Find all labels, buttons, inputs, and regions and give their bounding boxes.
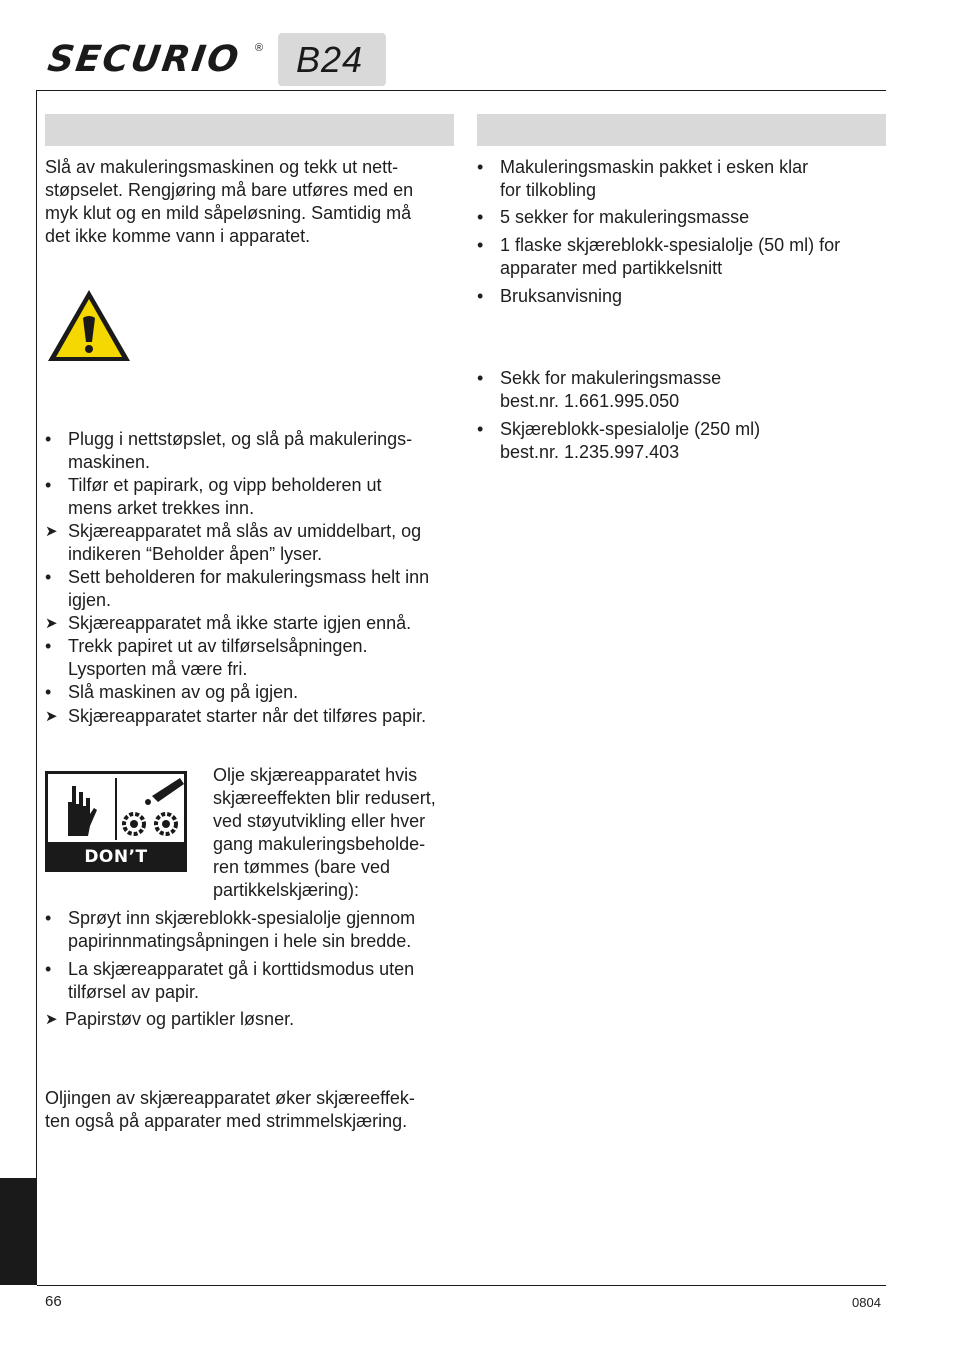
- text-line: skjæreeffekten blir redusert,: [213, 788, 436, 808]
- document-code: 0804: [852, 1295, 881, 1310]
- left-border: [36, 90, 37, 1285]
- footer-rule: [37, 1285, 886, 1286]
- dont-forget-icon: [45, 771, 187, 891]
- text-line: Plugg i nettstøpslet, og slå på makulerings-: [68, 429, 413, 449]
- section-bar-left: [45, 114, 454, 146]
- warning-icon: [46, 288, 132, 364]
- text-line: tilførsel av papir.: [68, 982, 200, 1002]
- bullet-marker: •: [45, 567, 52, 587]
- text-line: Oljingen av skjæreapparatet øker skjæreeffek-: [45, 1088, 415, 1108]
- text-line: mens arket trekkes inn.: [68, 498, 255, 518]
- bullet-marker: •: [477, 157, 484, 177]
- text-line: gang makuleringsbeholde-: [213, 834, 426, 854]
- arrow-marker-icon: ➤: [45, 708, 58, 725]
- model-name: B24: [296, 39, 364, 80]
- text-line: Olje skjæreapparatet hvis: [213, 765, 418, 785]
- text-line: Skjæreapparatet må slås av umiddelbart, og: [68, 521, 422, 541]
- oil-text: [213, 764, 458, 902]
- text-line: Sprøyt inn skjæreblokk-spesialolje gjennom: [68, 908, 416, 928]
- bullet-marker: •: [45, 475, 52, 495]
- text-line: maskinen.: [68, 452, 151, 472]
- text-line: Sekk for makuleringsmasse: [500, 368, 722, 388]
- text-line: myk klut og en mild såpeløsning. Samtidig må: [45, 203, 412, 223]
- bullet-marker: •: [477, 368, 484, 388]
- header-rule: [37, 90, 886, 91]
- text-line: Skjæreapparatet starter når det tilføres papir.: [68, 706, 427, 726]
- text-line: det ikke komme vann i apparatet.: [45, 226, 311, 246]
- text-line: Slå maskinen av og på igjen.: [68, 682, 299, 702]
- arrow-marker-icon: ➤: [45, 615, 58, 632]
- text-line: støpselet. Rengjøring må bare utføres med en: [45, 180, 414, 200]
- dont-forget-label: DON’T FORGET: [76, 847, 156, 891]
- bullet-marker: •: [477, 207, 484, 227]
- bullet-marker: •: [45, 908, 52, 928]
- text-line: best.nr. 1.235.997.403: [500, 442, 680, 462]
- text-line: Sett beholderen for makuleringsmass helt inn: [68, 567, 430, 587]
- bullet-marker: •: [45, 959, 52, 979]
- text-line: Tilfør et papirark, og vipp beholderen ut: [68, 475, 382, 495]
- arrow-marker-icon: ➤: [45, 523, 58, 540]
- bullet-marker: •: [477, 419, 484, 439]
- page-number: 66: [45, 1293, 62, 1310]
- text-line: apparater med partikkelsnitt: [500, 258, 723, 278]
- text-line: ren tømmes (bare ved: [213, 857, 391, 877]
- text-line: La skjæreapparatet gå i korttidsmodus uten: [68, 959, 415, 979]
- text-line: 5 sekker for makuleringsmasse: [500, 207, 750, 227]
- text-line: Skjæreblokk-spesialolje (250 ml): [500, 419, 761, 439]
- text-line: indikeren “Beholder åpen” lyser.: [68, 544, 323, 564]
- arrow-marker-icon: ➤: [45, 1011, 58, 1028]
- bullet-marker: •: [477, 286, 484, 306]
- text-line: 1 flaske skjæreblokk-spesialolje (50 ml) for: [500, 235, 841, 255]
- text-line: Lysporten må være fri.: [68, 659, 248, 679]
- text-line: igjen.: [68, 590, 112, 610]
- text-line: best.nr. 1.661.995.050: [500, 391, 680, 411]
- registered-mark: ®: [255, 42, 264, 54]
- hand-oil-gears-icon: [48, 774, 184, 842]
- brand-logo: SECURIO: [45, 39, 243, 80]
- bullet-marker: •: [45, 682, 52, 702]
- text-line: Bruksanvisning: [500, 286, 623, 306]
- text-line: partikkelskjæring):: [213, 880, 360, 900]
- cleaning-text: [45, 156, 455, 248]
- text-line: ved støyutvikling eller hver: [213, 811, 426, 831]
- text-line: for tilkobling: [500, 180, 597, 200]
- bullet-marker: •: [477, 235, 484, 255]
- language-tab: [0, 1178, 37, 1285]
- text-line: Slå av makuleringsmaskinen og tekk ut nett-: [45, 157, 399, 177]
- text-line: Papirstøv og partikler løsner.: [65, 1009, 295, 1029]
- section-bar-right: [477, 114, 886, 146]
- text-line: papirinnmatingsåpningen i hele sin bredde.: [68, 931, 412, 951]
- bullet-marker: •: [45, 429, 52, 449]
- text-line: Makuleringsmaskin pakket i esken klar: [500, 157, 809, 177]
- text-line: ten også på apparater med strimmelskjæring.: [45, 1111, 408, 1131]
- strip-cut-text: [45, 1087, 455, 1133]
- text-line: Skjæreapparatet må ikke starte igjen ennå.: [68, 613, 412, 633]
- bullet-marker: •: [45, 636, 52, 656]
- text-line: Trekk papiret ut av tilførselsåpningen.: [68, 636, 368, 656]
